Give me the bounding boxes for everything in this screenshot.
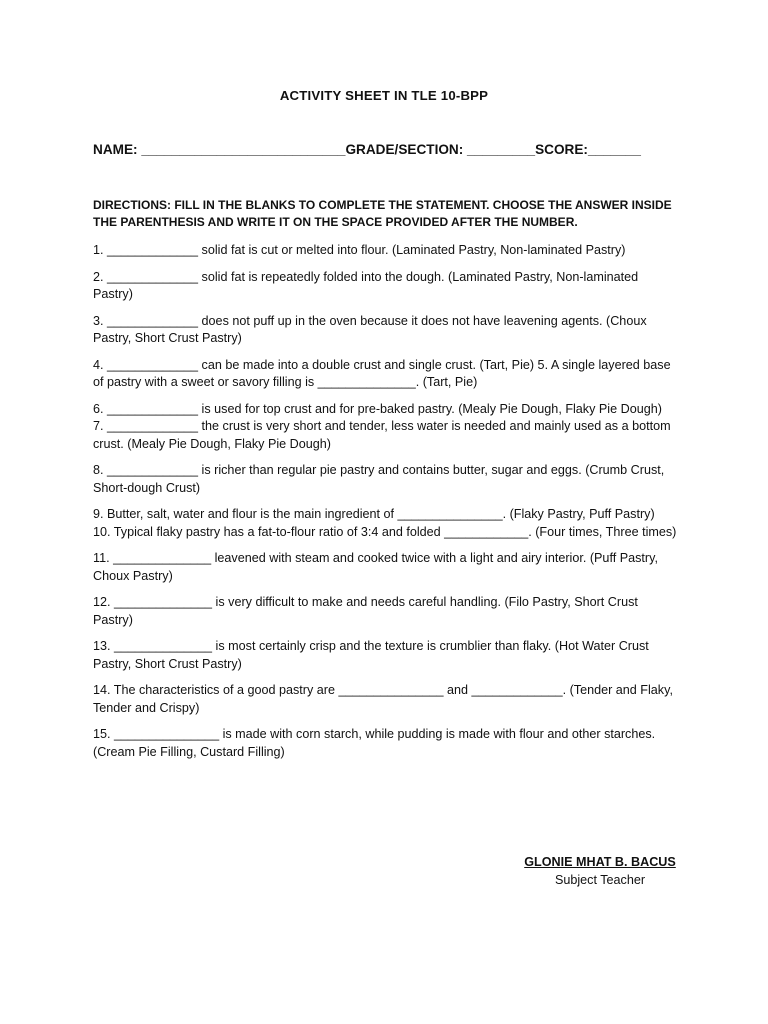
teacher-name: GLONIE MHAT B. BACUS xyxy=(524,855,676,869)
question-item: 12. ______________ is very difficult to make and needs careful handling. (Filo Pastry, Short Crust Pastry) xyxy=(93,595,638,627)
question-item: 10. Typical flaky pastry has a fat-to-flour ratio of 3:4 and folded ____________. (Four times, Three times) xyxy=(93,524,677,539)
question-item: 7. _____________ the crust is very short and tender, less water is needed and mainly used as a bottom crust. (Mealy Pie Dough, Flaky Pie Dough) xyxy=(93,419,671,451)
question-item: 11. ______________ leavened with steam and cooked twice with a light and airy interior. (Puff Pastry, Choux Pastry) xyxy=(93,551,658,583)
question-item: 4. _____________ can be made into a double crust and single crust. (Tart, Pie) 5. A single layered base of pastry with a sweet or savory filling is ______________. (Tart, Pie) xyxy=(93,357,671,389)
question-item: 15. _______________ is made with corn starch, while pudding is made with flour and other starches. (Cream Pie Filling, Custard Filling) xyxy=(93,727,656,759)
page-title: ACTIVITY SHEET IN TLE 10-BPP xyxy=(279,88,489,103)
directions-text: DIRECTIONS: FILL IN THE BLANKS TO COMPLETE THE STATEMENT. CHOOSE THE ANSWER INSIDE THE PARENTHESIS AND WRITE IT ON THE SPACE PROVIDED AFTER THE NUMBER. xyxy=(93,198,672,229)
question-item: 14. The characteristics of a good pastry are _______________ and _____________. (Tender and Flaky, Tender and Crispy) xyxy=(93,683,673,715)
teacher-role: Subject Teacher xyxy=(554,873,646,887)
student-info-line: NAME: ___________________________GRADE/SECTION: _________SCORE:_______ xyxy=(93,142,641,157)
question-list xyxy=(93,242,681,770)
signature-block xyxy=(470,855,730,887)
question-item: 6. _____________ is used for top crust and for pre-baked pastry. (Mealy Pie Dough, Flaky Pie Dough) xyxy=(93,401,662,416)
question-item: 8. _____________ is richer than regular pie pastry and contains butter, sugar and eggs. (Crumb Crust, Short-dough Crust) xyxy=(93,463,665,495)
question-item: 9. Butter, salt, water and flour is the main ingredient of _______________. (Flaky Pastry, Puff Pastry) xyxy=(93,507,655,521)
question-item: 13. ______________ is most certainly crisp and the texture is crumblier than flaky. (Hot Water Crust Pastry, Short Crust Pastry) xyxy=(93,639,649,671)
question-item: 3. _____________ does not puff up in the oven because it does not have leavening agents. (Choux Pastry, Short Crust Pastry) xyxy=(93,313,647,345)
question-item: 1. _____________ solid fat is cut or melted into flour. (Laminated Pastry, Non-laminated Pastry) xyxy=(93,243,626,257)
question-item: 2. _____________ solid fat is repeatedly folded into the dough. (Laminated Pastry, Non-laminated Pastry) xyxy=(93,269,639,301)
